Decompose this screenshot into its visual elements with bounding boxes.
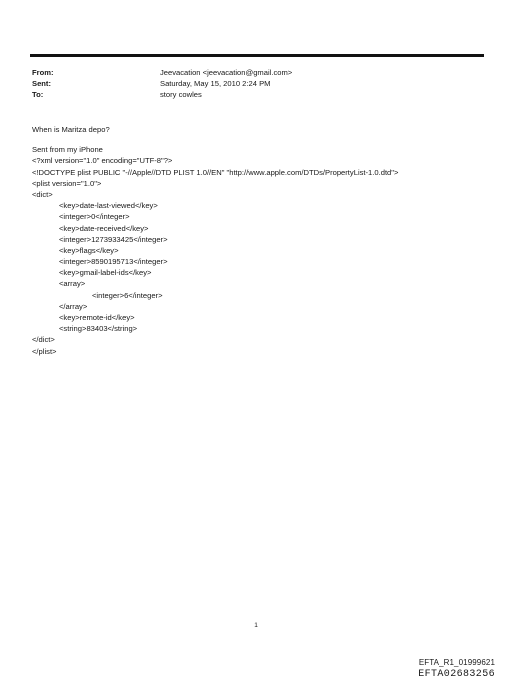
signature-text: Sent from my iPhone: [32, 145, 103, 155]
from-value: Jeevacation <jeevacation@gmail.com>: [160, 68, 293, 77]
plist-line: <integer>0</integer>: [59, 212, 130, 222]
plist-line: <!DOCTYPE plist PUBLIC "-//Apple//DTD PLIST 1.0//EN" "http://www.apple.com/DTDs/PropertyList-1.0.dtd">: [32, 167, 399, 177]
from-label: From:: [32, 68, 54, 77]
paragraph-spacer: [32, 135, 398, 144]
bates-stamp-primary: EFTA_R1_01999621: [418, 658, 495, 667]
from-row: [32, 67, 292, 78]
plist-line: <key>date-received</key>: [59, 223, 149, 233]
plist-line: <key>remote-id</key>: [59, 313, 135, 322]
plist-line: <?xml version="1.0" encoding="UTF-8"?>: [32, 156, 173, 166]
bates-stamp-secondary: EFTA02683256: [418, 669, 495, 680]
to-label: To:: [32, 90, 44, 100]
plist-line: <integer>8590195713</integer>: [59, 257, 168, 267]
plist-line: <string>83403</string>: [59, 324, 138, 334]
to-row: [32, 89, 292, 100]
plist-line: <array>: [59, 279, 86, 289]
to-value: story cowles: [160, 90, 202, 100]
plist-line: <plist version="1.0">: [32, 178, 102, 188]
header-divider: [30, 54, 484, 57]
sent-row: [32, 78, 292, 89]
plist-line: <key>date-last-viewed</key>: [59, 201, 158, 211]
plist-line: <integer>6</integer>: [92, 290, 163, 300]
sent-value: Saturday, May 15, 2010 2:24 PM: [160, 79, 271, 89]
plist-line: <dict>: [32, 189, 53, 199]
plist-line: </dict>: [32, 335, 55, 345]
plist-line: </array>: [59, 301, 88, 311]
plist-line: <integer>1273933425</integer>: [59, 234, 168, 244]
message-text: When is Maritza depo?: [32, 125, 110, 134]
plist-line: <key>gmail-label-ids</key>: [59, 268, 152, 278]
plist-line: </plist>: [32, 346, 57, 356]
email-header: [32, 67, 292, 101]
email-body: [32, 124, 398, 357]
plist-line: <key>flags</key>: [59, 245, 119, 255]
page-number: 1: [254, 622, 258, 629]
sent-label: Sent:: [32, 79, 51, 89]
